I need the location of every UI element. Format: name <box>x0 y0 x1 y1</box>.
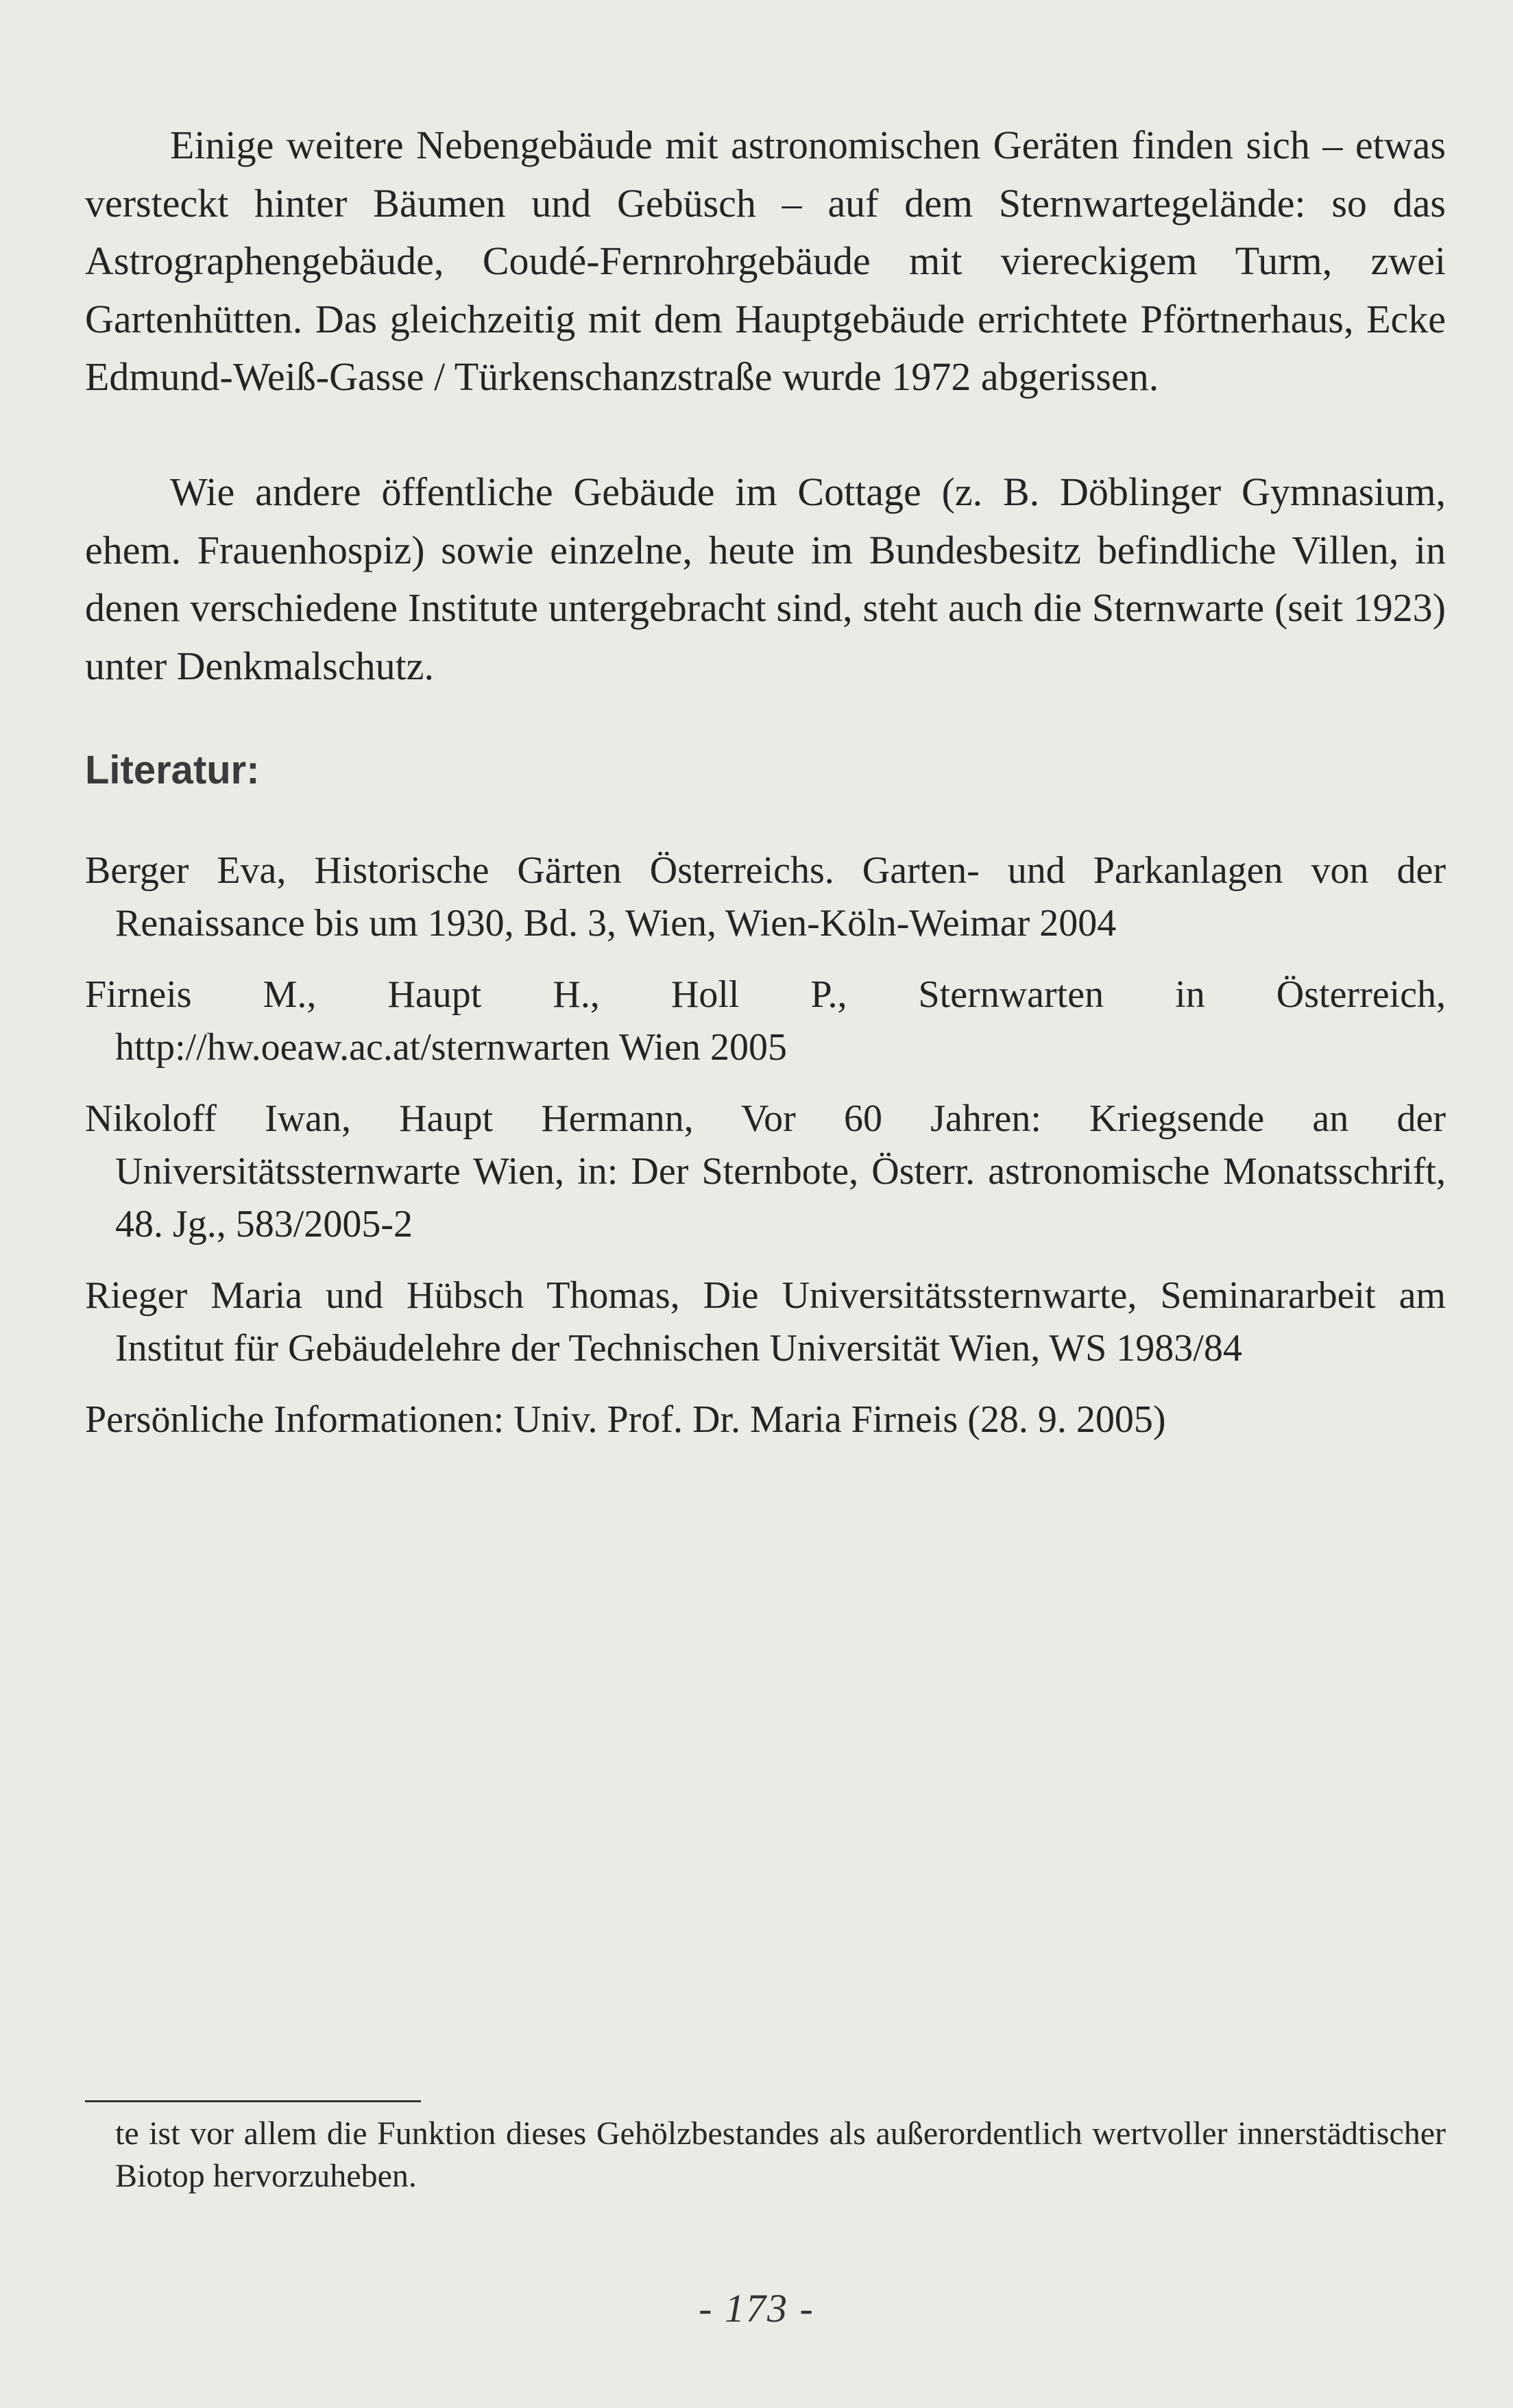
paragraph: Wie andere öffentliche Gebäude im Cottage (z. B. Döblinger Gymnasium, ehem. Frauenhospiz) sowie einzelne, heute im Bundesbesitz befindliche Villen, in denen verschiedene Institute untergebracht sind, steht auch die Sternwarte (seit 1923) unter Denkmalschutz. <box>85 470 1446 688</box>
literature-list <box>85 844 1446 1465</box>
footnote-divider <box>85 2100 421 2102</box>
page-number: - 173 - <box>699 2286 814 2331</box>
literature-heading: Literatur: <box>85 748 260 792</box>
body-text <box>85 463 1446 695</box>
body-text <box>85 117 1446 406</box>
literature-item: Berger Eva, Historische Gärten Österreichs. Garten- und Parkanlagen von der Renaissance bis um 1930, Bd. 3, Wien, Wien-Köln-Weimar 2004 <box>85 849 1446 945</box>
footnote-text: te ist vor allem die Funktion dieses Gehölzbestandes als außerordentlich wertvoller innerstädtischer Biotop hervorzuheben. <box>115 2115 1446 2194</box>
literature-item: Nikoloff Iwan, Haupt Hermann, Vor 60 Jahren: Kriegsende an der Universitätssternwarte Wien, in: Der Sternbote, Österr. astronomische Monatsschrift, 48. Jg., 583/2005-2 <box>85 1097 1446 1245</box>
paragraph: Einige weitere Nebengebäude mit astronomischen Geräten finden sich – etwas versteckt hinter Bäumen und Gebüsch – auf dem Sternwartegelände: so das Astrographengebäude, Coudé-Fernrohrgebäude mit viereckigem Turm, zwei Gartenhütten. Das gleichzeitig mit dem Hauptgebäude errichtete Pförtnerhaus, Ecke Edmund-Weiß-Gasse / Türkenschanzstraße wurde 1972 abgerissen. <box>85 123 1446 399</box>
literature-item: Firneis M., Haupt H., Holl P., Sternwarten in Österreich, http://hw.oeaw.ac.at/sternwarten Wien 2005 <box>85 973 1446 1069</box>
literature-item: Persönliche Informationen: Univ. Prof. Dr. Maria Firneis (28. 9. 2005) <box>85 1398 1166 1441</box>
literature-item: Rieger Maria und Hübsch Thomas, Die Universitätssternwarte, Seminararbeit am Institut für Gebäudelehre der Technischen Universität Wien, WS 1983/84 <box>85 1274 1446 1370</box>
